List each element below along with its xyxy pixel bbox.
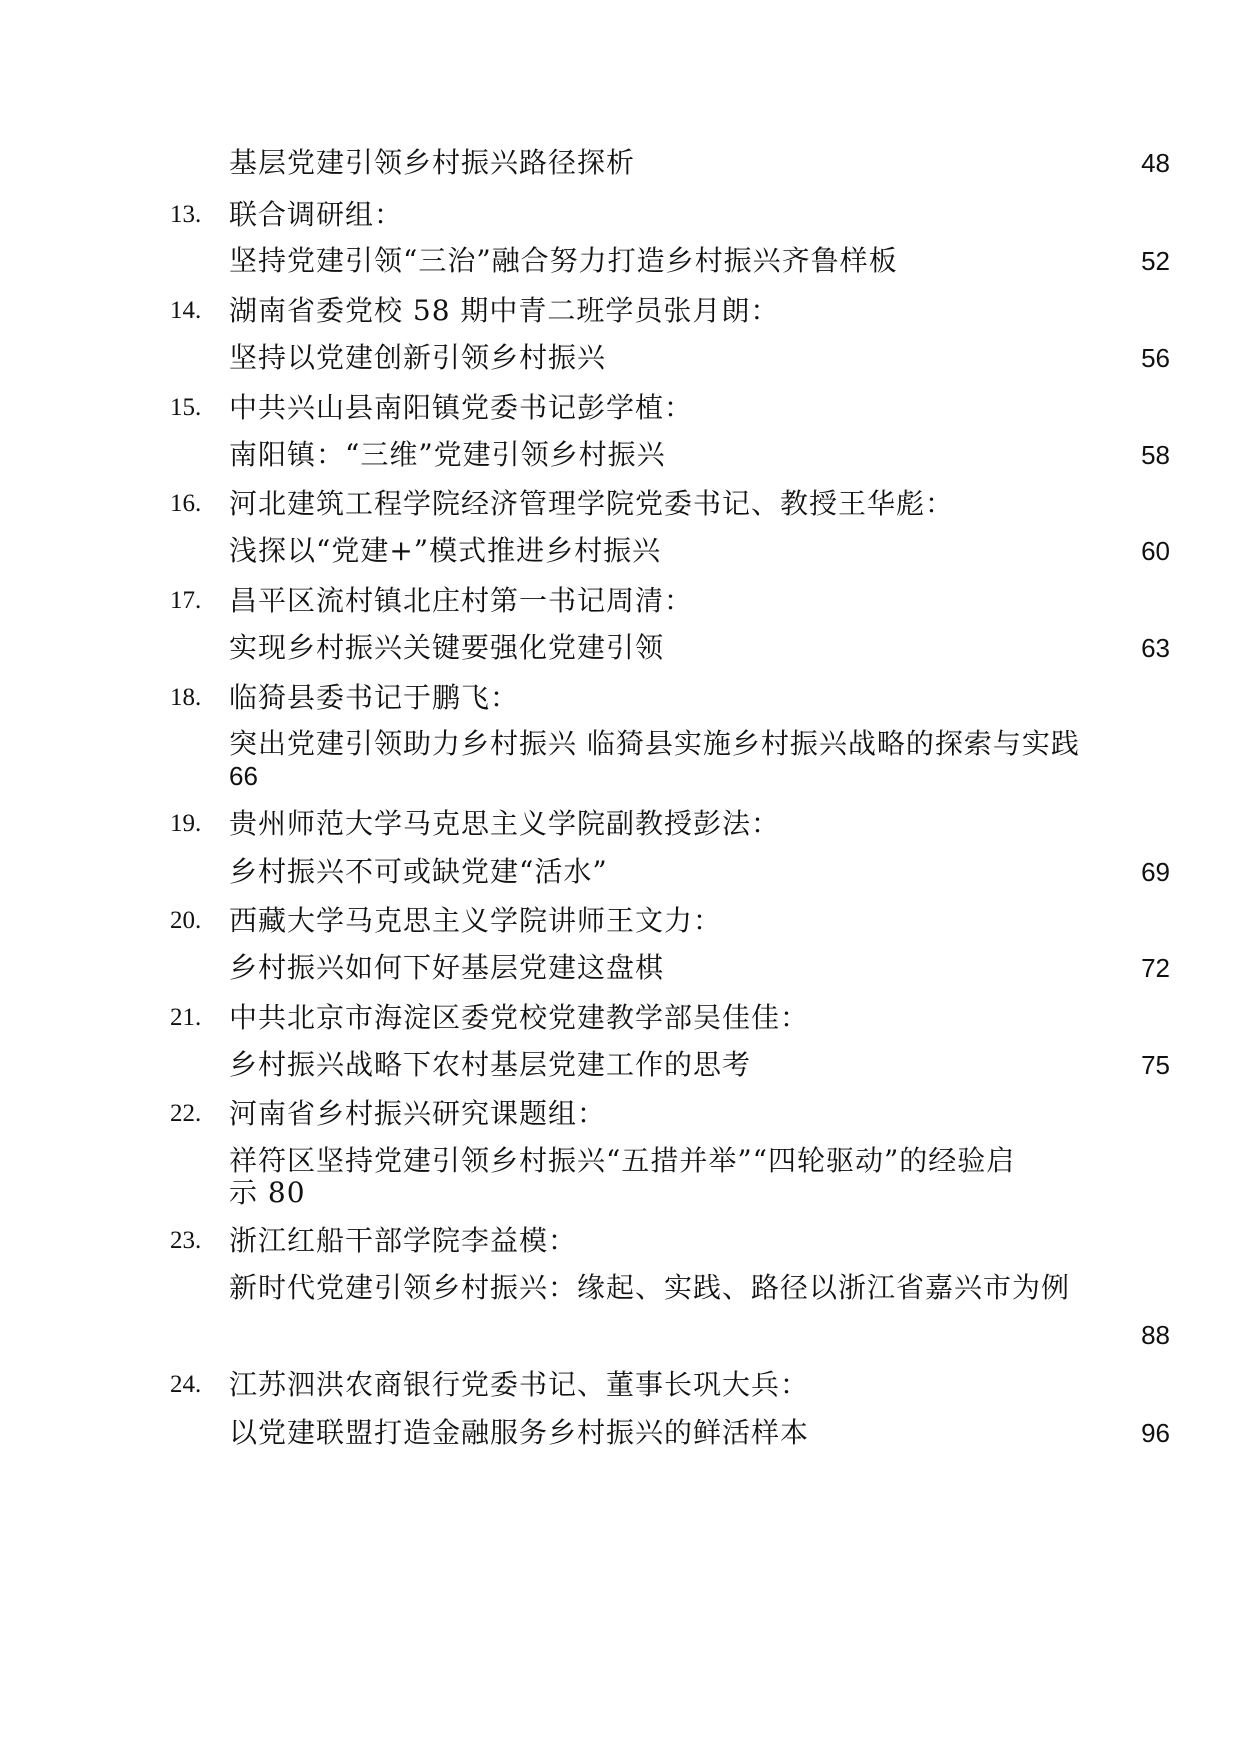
entry-author: 联合调研组：	[229, 198, 404, 231]
entry-title: 突出党建引领助力乡村振兴 临猗县实施乡村振兴战略的探索与实践	[229, 727, 1080, 760]
entry-title: 乡村振兴战略下农村基层党建工作的思考	[229, 1048, 752, 1081]
entry-number: 20.	[170, 907, 202, 934]
page-number: 88	[1141, 1320, 1170, 1350]
entry-title: 基层党建引领乡村振兴路径探析	[229, 146, 636, 179]
page-number: 48	[1141, 148, 1170, 178]
entry-author: 江苏泗洪农商银行党委书记、董事长巩大兵：	[229, 1368, 810, 1401]
page-number: 72	[1141, 953, 1170, 983]
entry-author: 西藏大学马克思主义学院讲师王文力：	[229, 904, 723, 937]
page-number: 60	[1141, 536, 1170, 566]
entry-author: 河南省乡村振兴研究课题组：	[229, 1097, 607, 1130]
entry-author: 湖南省委党校 58 期中青二班学员张月朗：	[229, 294, 780, 327]
page-number: 69	[1141, 857, 1170, 887]
entry-author: 中共北京市海淀区委党校党建教学部吴佳佳：	[229, 1001, 810, 1034]
entry-number: 15.	[170, 394, 202, 421]
entry-title: 南阳镇：“三维”党建引领乡村振兴	[229, 438, 666, 471]
entry-title: 以党建联盟打造金融服务乡村振兴的鲜活样本	[229, 1416, 810, 1449]
page-number: 96	[1141, 1418, 1170, 1448]
entry-title: 乡村振兴不可或缺党建“活水”	[229, 855, 608, 888]
entry-title: 乡村振兴如何下好基层党建这盘棋	[229, 951, 665, 984]
entry-author: 河北建筑工程学院经济管理学院党委书记、教授王华彪：	[229, 487, 955, 520]
entry-title: 坚持以党建创新引领乡村振兴	[229, 341, 607, 374]
page-number: 75	[1141, 1050, 1170, 1080]
page-number: 63	[1141, 633, 1170, 663]
entry-author: 昌平区流村镇北庄村第一书记周清：	[229, 584, 694, 617]
entry-number: 24.	[170, 1371, 202, 1398]
entry-number: 18.	[170, 684, 202, 711]
entry-title: 坚持党建引领“三治”融合努力打造乡村振兴齐鲁样板	[229, 244, 898, 277]
entry-title: 祥符区坚持党建引领乡村振兴“五措并举”“四轮驱动”的经验启	[229, 1144, 1016, 1177]
entry-author: 浙江红船干部学院李益模：	[229, 1224, 578, 1257]
page-number: 58	[1141, 440, 1170, 470]
entry-title-continued: 示 80	[229, 1176, 306, 1209]
entry-title: 实现乡村振兴关键要强化党建引领	[229, 631, 665, 664]
entry-number: 17.	[170, 587, 202, 614]
entry-number: 13.	[170, 201, 202, 228]
entry-number: 21.	[170, 1004, 202, 1031]
page-number: 56	[1141, 343, 1170, 373]
entry-title: 浅探以“党建+”模式推进乡村振兴	[229, 534, 662, 567]
entry-author: 中共兴山县南阳镇党委书记彭学植：	[229, 391, 694, 424]
entry-author: 临猗县委书记于鹏飞：	[229, 681, 520, 714]
entry-number: 14.	[170, 297, 202, 324]
entry-number: 23.	[170, 1227, 202, 1254]
entry-number: 16.	[170, 490, 202, 517]
entry-title: 新时代党建引领乡村振兴：缘起、实践、路径以浙江省嘉兴市为例	[229, 1271, 1071, 1304]
entry-author: 贵州师范大学马克思主义学院副教授彭法：	[229, 807, 781, 840]
page-number: 66	[229, 761, 258, 791]
page-number: 52	[1141, 246, 1170, 276]
entry-number: 22.	[170, 1100, 202, 1127]
entry-number: 19.	[170, 810, 202, 837]
